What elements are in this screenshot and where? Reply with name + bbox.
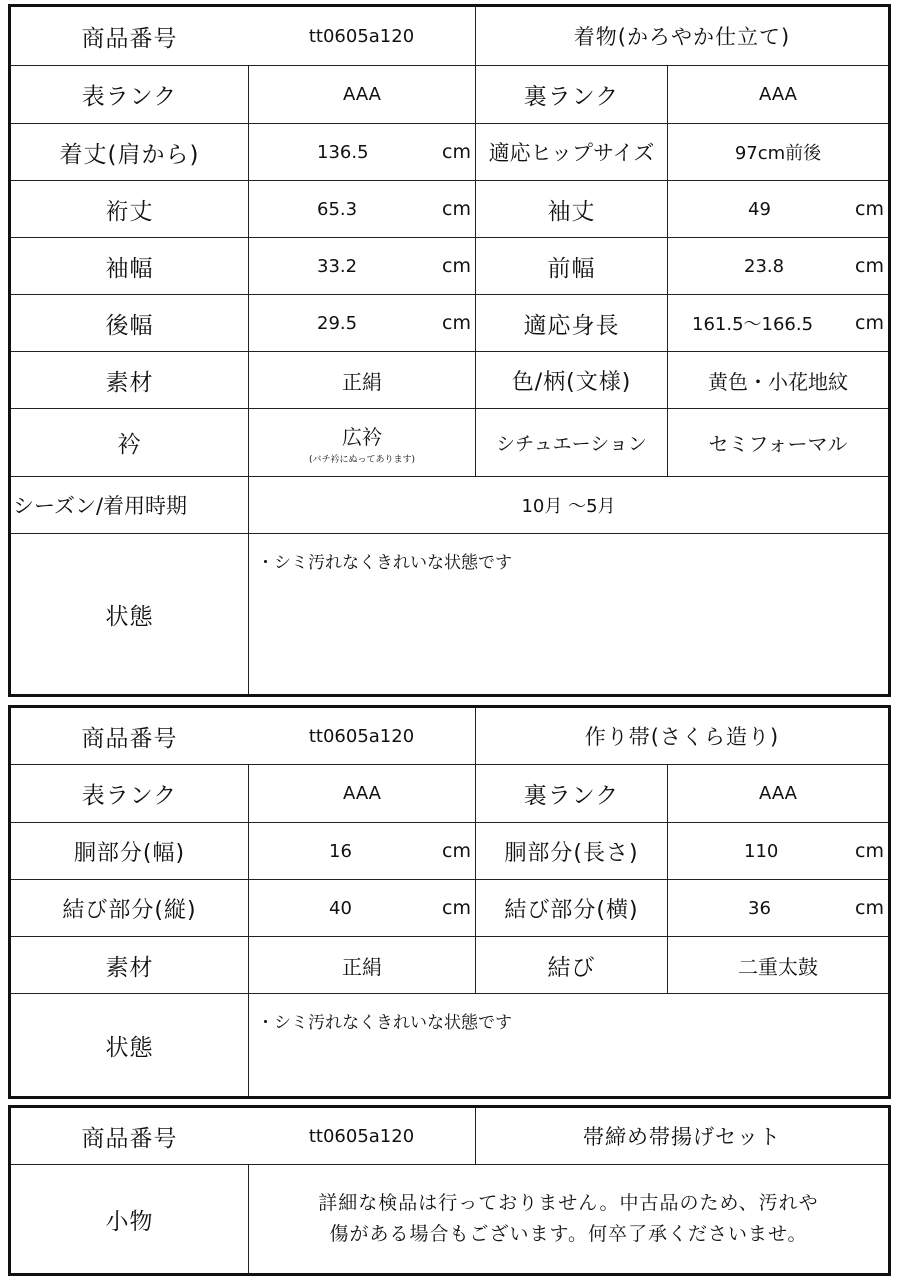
material-label: 素材 [105, 369, 154, 396]
back-rank-value: AAA [667, 765, 888, 822]
product-no-value: tt0605a120 [308, 1125, 415, 1147]
body-width-label: 胴部分(幅) [73, 840, 186, 866]
condition-label: 状態 [105, 1034, 154, 1061]
item-name: 着物(かろやか仕立て) [475, 7, 888, 65]
condition-cell [248, 534, 888, 694]
notice-cell [248, 1165, 888, 1273]
sleeve-width-value: 33.2 [317, 255, 358, 277]
length-value: 136.5 [317, 141, 369, 163]
unit-label: cm [442, 312, 471, 334]
back-width-cell [248, 295, 475, 351]
height-value: 161.5～166.5 [692, 314, 814, 335]
table-row [11, 1165, 888, 1273]
product-no-label: 商品番号 [81, 725, 178, 752]
front-rank-value: AAA [248, 765, 475, 822]
front-width-cell [667, 238, 888, 294]
yuki-value: 65.3 [317, 198, 358, 220]
yuki-label: 裄丈 [105, 198, 154, 225]
kimono-spec-table [8, 4, 891, 697]
unit-label: cm [442, 840, 471, 862]
table-row [11, 534, 888, 694]
back-width-value: 29.5 [317, 312, 358, 334]
season-value: 10月 ～5月 [248, 477, 888, 533]
knot-horizontal-value: 36 [748, 897, 771, 919]
unit-label: cm [855, 255, 884, 277]
table-row [11, 295, 888, 352]
unit-label: cm [855, 312, 884, 334]
product-no-label: 商品番号 [81, 1125, 178, 1152]
unit-label: cm [442, 198, 471, 220]
table-row [11, 181, 888, 238]
table-row [11, 708, 888, 765]
notice-line: 傷がある場合もございます。何卒了承くださいませ。 [329, 1223, 808, 1245]
back-rank-label: 裏ランク [475, 66, 667, 123]
knot-value: 二重太鼓 [667, 937, 888, 993]
condition-label: 状態 [105, 603, 154, 630]
table-row [11, 1108, 888, 1165]
hip-label: 適応ヒップサイズ [475, 124, 667, 180]
front-width-label: 前幅 [475, 238, 667, 294]
collar-note: (バチ衿にぬってあります) [308, 454, 416, 465]
unit-label: cm [855, 198, 884, 220]
front-rank-label: 表ランク [81, 783, 178, 809]
product-no-label: 商品番号 [81, 25, 178, 52]
body-length-value: 110 [744, 840, 779, 862]
body-width-value: 16 [329, 840, 352, 862]
collar-value: 広衿 [342, 424, 382, 449]
material-label: 素材 [105, 954, 154, 981]
condition-text: ・シミ汚れなくきれいな状態です [257, 1013, 512, 1033]
knot-horizontal-label: 結び部分(横) [475, 880, 667, 936]
front-rank-value: AAA [248, 66, 475, 123]
collar-label: 衿 [117, 432, 142, 458]
height-cell [667, 295, 888, 351]
table-row [11, 765, 888, 823]
yuki-cell [248, 181, 475, 237]
knot-vertical-value: 40 [329, 897, 352, 919]
item-name: 作り帯(さくら造り) [475, 708, 888, 764]
table-row [11, 238, 888, 295]
unit-label: cm [442, 897, 471, 919]
body-length-label: 胴部分(長さ) [475, 823, 667, 879]
back-rank-value: AAA [667, 66, 888, 123]
back-width-label: 後幅 [105, 312, 154, 339]
collar-cell [248, 409, 475, 476]
sleeve-width-label: 袖幅 [105, 255, 154, 282]
notice-line: 詳細な検品は行っておりません。中古品のため、汚れや [318, 1192, 819, 1214]
front-width-value: 23.8 [744, 255, 785, 277]
knot-label: 結び [475, 937, 667, 993]
unit-label: cm [855, 840, 884, 862]
length-cell [248, 124, 475, 180]
table-row [11, 7, 888, 66]
hip-value: 97cm前後 [667, 124, 888, 180]
color-value: 黄色・小花地紋 [667, 352, 888, 408]
product-no-value: tt0605a120 [308, 25, 415, 47]
table-row [11, 352, 888, 409]
table-row [11, 880, 888, 937]
back-rank-label: 裏ランク [475, 765, 667, 822]
table-row [11, 124, 888, 181]
table-row [11, 409, 888, 477]
table-row [11, 994, 888, 1096]
situation-label: シチュエーション [475, 409, 667, 476]
unit-label: cm [442, 141, 471, 163]
knot-vertical-label: 結び部分(縦) [62, 897, 197, 923]
table-row [11, 477, 888, 534]
sleeve-length-value: 49 [748, 198, 771, 220]
unit-label: cm [442, 255, 471, 277]
height-label: 適応身長 [475, 295, 667, 351]
small-items-label: 小物 [105, 1208, 154, 1235]
color-label: 色/柄(文様) [475, 352, 667, 408]
notice-text [318, 1188, 818, 1250]
condition-text: ・シミ汚れなくきれいな状態です [257, 553, 512, 573]
item-name: 帯締め帯揚げセット [475, 1108, 888, 1164]
knot-horizontal-cell [667, 880, 888, 936]
sleeve-length-label: 袖丈 [475, 181, 667, 237]
product-no-value: tt0605a120 [308, 725, 415, 747]
front-rank-label: 表ランク [81, 84, 178, 110]
knot-vertical-cell [248, 880, 475, 936]
material-value: 正絹 [248, 352, 475, 408]
condition-cell [248, 994, 888, 1096]
season-label: シーズン/着用時期 [13, 494, 188, 518]
length-label: 着丈(肩から) [59, 141, 200, 168]
sleeve-length-cell [667, 181, 888, 237]
table-row [11, 937, 888, 994]
unit-label: cm [855, 897, 884, 919]
sleeve-width-cell [248, 238, 475, 294]
situation-value: セミフォーマル [667, 409, 888, 476]
table-row [11, 66, 888, 124]
table-row [11, 823, 888, 880]
body-length-cell [667, 823, 888, 879]
body-width-cell [248, 823, 475, 879]
material-value: 正絹 [248, 937, 475, 993]
accessories-table [8, 1105, 891, 1276]
obi-spec-table [8, 705, 891, 1099]
